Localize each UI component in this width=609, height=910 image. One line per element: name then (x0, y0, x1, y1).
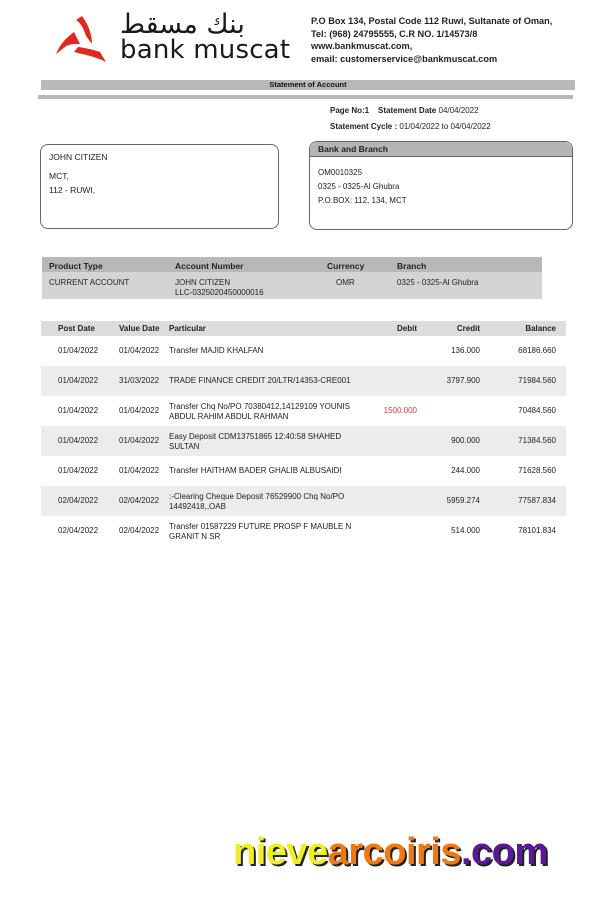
particular-line: 14492418,,OAB (169, 501, 226, 511)
post-date: 02/04/2022 (58, 496, 99, 505)
balance: 71984.560 (518, 376, 556, 385)
credit: 5959.274 (446, 496, 480, 505)
value-date: 01/04/2022 (119, 406, 160, 415)
value-date: 31/03/2022 (119, 376, 160, 385)
post-date: 01/04/2022 (58, 436, 99, 445)
contact-phone: Tel: (968) 24795555, C.R NO. 1/14573/8 (311, 28, 478, 39)
table-row (41, 366, 566, 396)
statement-date-label: Statement Date (378, 106, 437, 115)
statement-cycle-label: Statement Cycle : (330, 122, 398, 131)
debit: 1500.000 (383, 406, 417, 415)
post-date: 01/04/2022 (58, 466, 99, 475)
particular-line: Transfer HAITHAM BADER GHALIB ALBUSAIDI (169, 466, 342, 475)
bank-contact-block (311, 15, 552, 65)
particular (169, 466, 399, 476)
value-date: 02/04/2022 (119, 496, 160, 505)
col-currency: Currency (327, 261, 365, 271)
customer-address-line: 112 - RUWI, (49, 185, 96, 195)
watermark-part: nieve (233, 831, 328, 873)
credit: 514.000 (451, 526, 480, 535)
particular-line: :-Clearing Cheque Deposit 76529900 Chq No/PO (169, 492, 345, 501)
page-label: Page No: (330, 106, 365, 115)
currency: OMR (336, 278, 355, 287)
particular-line: TRADE FINANCE CREDIT 20/LTR/14353-CRE001 (169, 376, 351, 385)
post-date: 02/04/2022 (58, 526, 99, 535)
value-date: 02/04/2022 (119, 526, 160, 535)
particular-line: Transfer MAJID KHALFAN (169, 346, 264, 355)
balance: 70484.560 (518, 406, 556, 415)
col-debit: Debit (397, 324, 417, 333)
page-number: 1 (364, 106, 370, 115)
bank-name-arabic: بنك مسقط (120, 9, 245, 40)
col-post-date: Post Date (58, 324, 95, 333)
particular (169, 522, 369, 541)
particular-line: SULTAN (169, 441, 200, 451)
bank-branch-line: 0325 - 0325-Al Ghubra (318, 182, 400, 191)
particular-line: Transfer 01587229 FUTURE PROSP F MAUBLE N (169, 522, 352, 531)
table-row (41, 456, 566, 486)
customer-name: JOHN CITIZEN (49, 152, 108, 162)
credit: 136.000 (451, 346, 480, 355)
account-summary-table (42, 257, 542, 299)
particular (169, 376, 399, 386)
bank-name: bank muscat (120, 35, 291, 65)
particular (169, 492, 369, 511)
bank-muscat-logo-icon (52, 14, 116, 64)
watermark (233, 830, 548, 874)
balance: 71628.560 (518, 466, 556, 475)
table-row (41, 396, 566, 426)
post-date: 01/04/2022 (58, 406, 99, 415)
particular (169, 402, 369, 421)
particular-line: Transfer Chq No/PO 70380412,14129109 YOUNIS (169, 402, 350, 411)
col-product-type: Product Type (49, 261, 103, 271)
contact-email: email: customerservice@bankmuscat.com (311, 53, 498, 64)
credit: 244.000 (451, 466, 480, 475)
contact-website: www.bankmuscat.com, (311, 41, 413, 51)
post-date: 01/04/2022 (58, 376, 99, 385)
table-row (41, 336, 566, 366)
particular (169, 346, 369, 356)
account-holder: JOHN CITIZEN (175, 278, 231, 287)
statement-cycle: 01/04/2022 to 04/04/2022 (399, 122, 491, 131)
product-type: CURRENT ACCOUNT (49, 278, 130, 287)
bank-branch-title: Bank and Branch (310, 142, 572, 157)
balance: 68186.660 (518, 346, 556, 355)
value-date: 01/04/2022 (119, 346, 160, 355)
credit: 900.000 (451, 436, 480, 445)
col-particular: Particular (169, 324, 206, 333)
table-row (41, 426, 566, 456)
customer-address-box (40, 144, 279, 229)
particular (169, 432, 369, 451)
account-number-value: LLC-0325020450000016 (175, 288, 264, 297)
watermark-part: .com (460, 831, 548, 873)
divider (38, 95, 573, 99)
transactions-table (41, 321, 566, 546)
balance: 71384.560 (518, 436, 556, 445)
contact-address: P.O Box 134, Postal Code 112 Ruwi, Sultanate of Oman, (311, 16, 553, 26)
bank-branch-box (309, 141, 573, 230)
table-row (41, 516, 566, 546)
branch: 0325 - 0325-Al Ghubra (397, 278, 479, 287)
table-row (41, 486, 566, 516)
balance: 77587.834 (518, 496, 556, 505)
statement-date: 04/04/2022 (438, 106, 479, 115)
credit: 3797.900 (446, 376, 480, 385)
particular-line: GRANIT N SR (169, 531, 221, 541)
value-date: 01/04/2022 (119, 466, 160, 475)
col-branch: Branch (397, 261, 427, 271)
transactions-header (41, 321, 566, 336)
value-date: 01/04/2022 (119, 436, 160, 445)
balance: 78101.834 (518, 526, 556, 535)
col-balance: Balance (525, 324, 556, 333)
statement-meta (330, 103, 491, 135)
particular-line: ABDUL RAHIM ABDUL RAHMAN (169, 411, 289, 421)
watermark-part: arcoiris (327, 831, 461, 873)
account-number (175, 278, 264, 298)
account-table-header (42, 257, 542, 272)
bank-branch-line: OM0010325 (318, 168, 363, 177)
col-account-number: Account Number (175, 261, 244, 271)
col-value-date: Value Date (119, 324, 160, 333)
customer-address-line: MCT, (49, 171, 69, 181)
statement-title: Statement of Account (41, 80, 575, 90)
particular-line: Easy Deposit CDM13751865 12:40:58 SHAHED (169, 432, 342, 441)
col-credit: Credit (456, 324, 480, 333)
bank-branch-line: P.O.BOX: 112, 134, MCT (318, 196, 407, 205)
post-date: 01/04/2022 (58, 346, 99, 355)
